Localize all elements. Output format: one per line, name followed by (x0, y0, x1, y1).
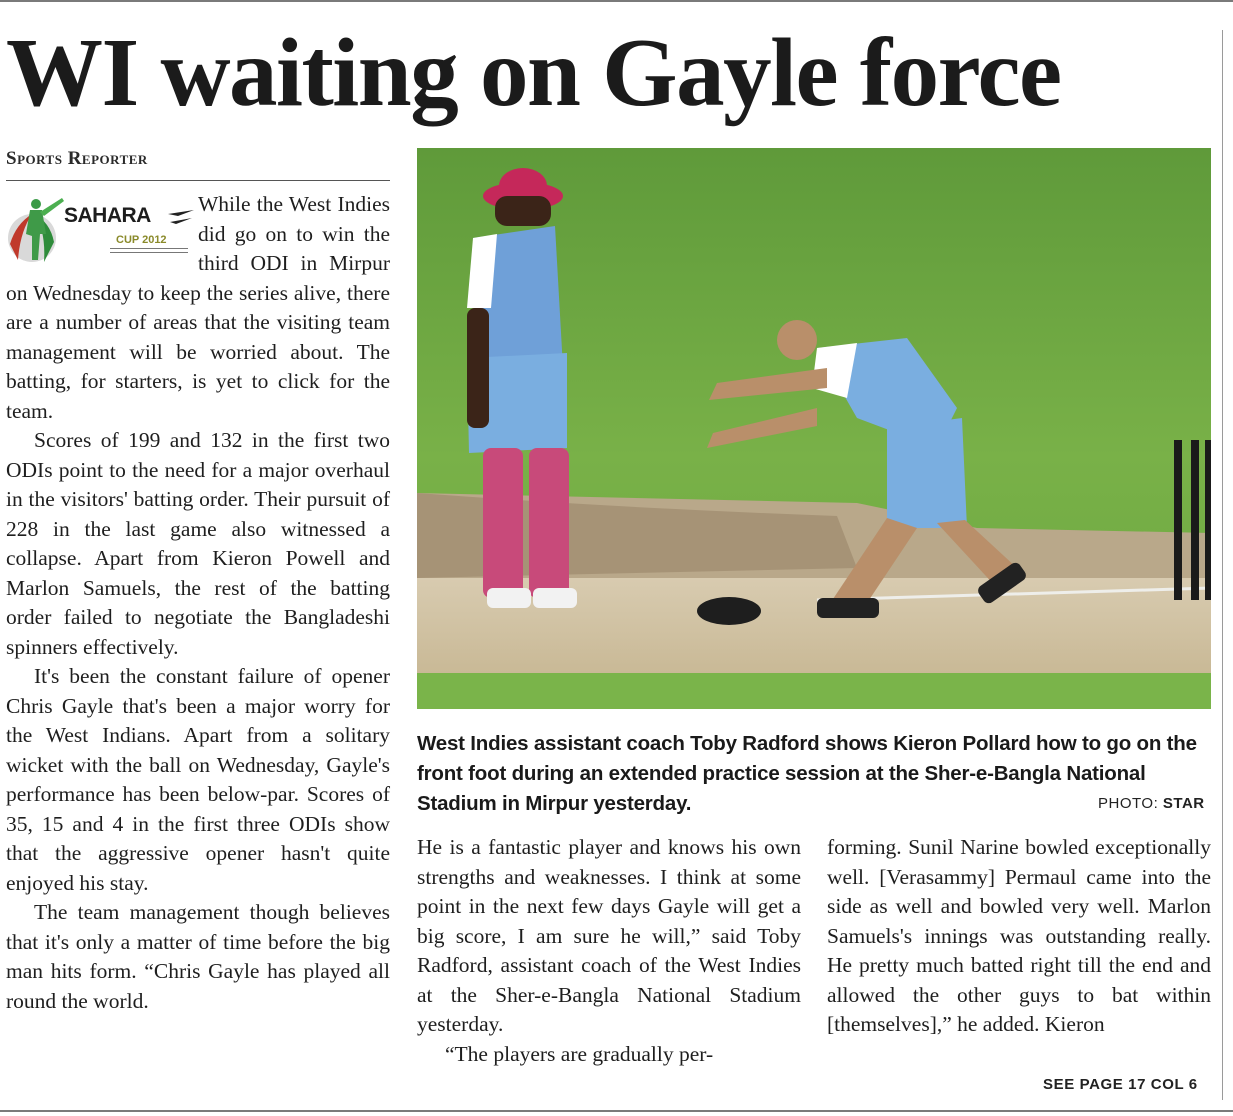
sahara-cup-logo (6, 194, 192, 270)
bottom-rule (0, 1110, 1233, 1112)
logo-cup-year: CUP 2012 (116, 234, 167, 246)
swoosh-icon (168, 210, 194, 226)
paragraph-6: “The players are gradually per- (445, 1041, 714, 1066)
article-column-3 (827, 833, 1211, 1040)
paragraph-5: He is a fantastic player and knows his own strengths and weaknesses. I think at some point in the next few days Gayle will get a big score, I am sure he will,” said Toby Radford, assistant coach of the West Indies at the Sher-e-Bangla National Stadium yesterday. (417, 835, 801, 1036)
logo-wordmark: SAHARA (64, 204, 151, 227)
cricket-player-icon (6, 194, 66, 270)
article-column-1 (6, 190, 390, 1016)
photo-credit-label: PHOTO: (1098, 795, 1159, 812)
byline-rule (6, 180, 390, 181)
logo-fine-print (110, 248, 188, 253)
headline: WI waiting on Gayle force (6, 19, 1061, 126)
paragraph-4: The team management though believes that it's only a matter of time before the big man hits form. “Chris Gayle has played all round the world. (6, 900, 390, 1013)
photo-credit (1098, 795, 1205, 812)
paragraph-1: While the West Indies did go on to win the third ODI in Mirpur on Wednesday to keep the series alive, there are a number of areas that the visiting team management will be worried about. The batting, for starters, is yet to click for the team. (6, 192, 390, 423)
practice-session-photo (417, 148, 1211, 709)
photo-credit-source: STAR (1162, 795, 1205, 812)
byline: Sports Reporter (6, 148, 148, 169)
top-rule (0, 0, 1233, 2)
paragraph-3: It's been the constant failure of opener Chris Gayle that's been a major worry for the West Indians. Apart from a solitary wicket with the ball on Wednesday, Gayle's performance has been below-par. Scores of 35, 15 and 4 in the first three ODIs show that the aggressive opener hasn't quite enjoyed his stay. (6, 664, 390, 895)
paragraph-2: Scores of 199 and 132 in the first two ODIs point to the need for a major overhaul in the visitors' batting order. Their pursuit of 228 in the last game also witnessed a collapse. Apart from Kieron Powell and Marlon Samuels, the rest of the batting order failed to negotiate the Bangladeshi spinners effectively. (6, 428, 390, 659)
article-column-2 (417, 833, 801, 1069)
continuation-jump-line: SEE PAGE 17 COL 6 (1043, 1076, 1198, 1093)
right-column-rule (1222, 30, 1223, 1100)
paragraph-7: forming. Sunil Narine bowled exceptionally well. [Verasammy] Permaul came into the side as well and bowled very well. Marlon Samuels's innings was outstanding really. He pretty much batted right till the end and allowed the other guys to bat within [themselves],” he added. Kieron (827, 835, 1211, 1036)
photo-caption: West Indies assistant coach Toby Radford shows Kieron Pollard how to go on the front foot during an extended practice session at the Sher-e-Bangla National Stadium in Mirpur yesterday. (417, 732, 1197, 815)
